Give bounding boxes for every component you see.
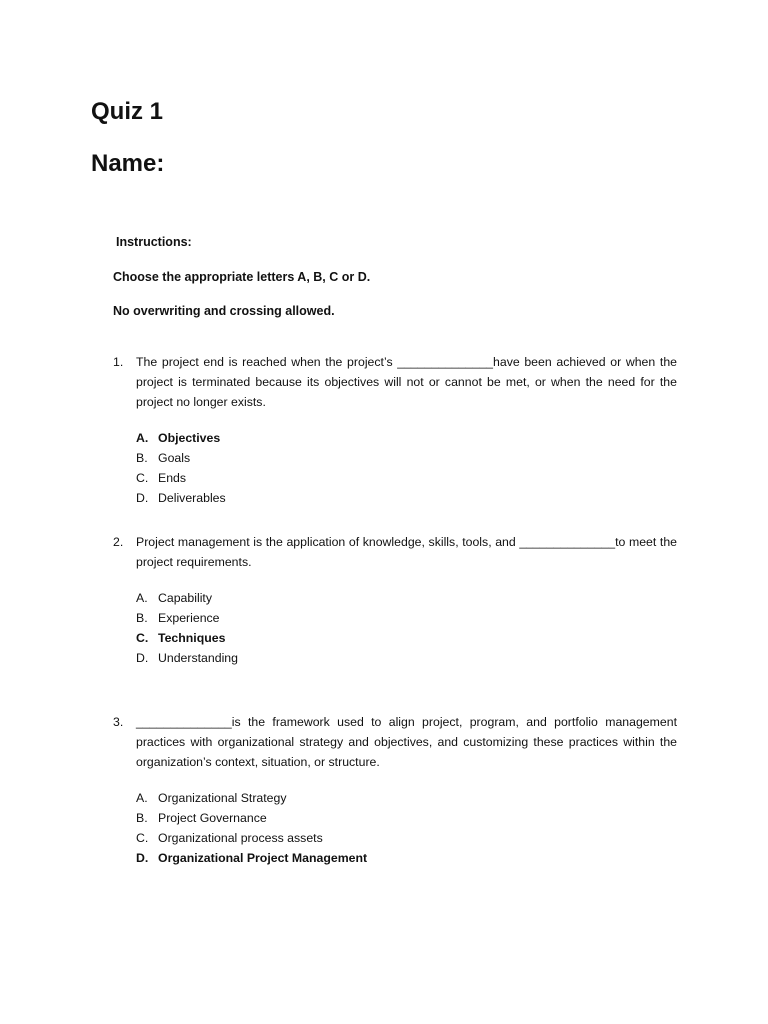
option-text: Capability [158,591,212,605]
quiz-title: Quiz 1 [91,98,164,125]
option-letter: C. [136,631,149,645]
option-c [136,828,677,848]
option-letter: B. [136,451,148,465]
option-letter: C. [136,471,149,485]
option-text: Project Governance [158,811,267,825]
question-3 [113,712,677,868]
option-letter: B. [136,611,148,625]
option-letter: B. [136,811,148,825]
option-letter: C. [136,831,149,845]
option-text: Ends [158,471,187,485]
option-letter: D. [136,491,149,505]
option-d [136,488,677,508]
option-list [113,428,677,508]
question-number: 3. [113,715,124,729]
option-letter: D. [136,651,149,665]
instructions-heading: Instructions: [116,235,192,249]
option-letter: D. [136,851,149,865]
option-list [113,788,677,868]
option-text: Goals [158,451,191,465]
question-number: 2. [113,535,124,549]
instructions-line-1: Choose the appropriate letters A, B, C or D. [113,270,371,284]
option-d [136,848,677,868]
option-a [136,788,677,808]
option-d [136,648,677,668]
option-text: Deliverables [158,491,226,505]
option-text: Organizational Strategy [158,791,287,805]
option-text: Experience [158,611,220,625]
question-text: The project end is reached when the project’s ______________have been achieved or when the project is terminated because its objectives will not or cannot be met, or when the need for the project no longer exists. [136,355,677,409]
option-text: Objectives [158,431,221,445]
option-b [136,608,677,628]
question-number: 1. [113,355,124,369]
option-list [113,588,677,668]
name-label: Name: [91,150,165,177]
instructions-line-2: No overwriting and crossing allowed. [113,304,335,318]
option-text: Organizational Project Management [158,851,368,865]
option-c [136,468,677,488]
question-text: Project management is the application of knowledge, skills, tools, and ______________to meet the project requirements. [136,535,677,569]
option-letter: A. [136,791,148,805]
option-text: Organizational process assets [158,831,323,845]
option-text: Understanding [158,651,238,665]
question-1 [113,352,677,508]
option-a [136,588,677,608]
option-letter: A. [136,431,149,445]
option-c [136,628,677,648]
option-text: Techniques [158,631,226,645]
question-text: ______________is the framework used to align project, program, and portfolio management practices with organizational strategy and objectives, and customizing these practices within the organization’s context, situation, or structure. [136,715,677,769]
question-2 [113,532,677,668]
option-b [136,808,677,828]
option-a [136,428,677,448]
option-b [136,448,677,468]
option-letter: A. [136,591,148,605]
